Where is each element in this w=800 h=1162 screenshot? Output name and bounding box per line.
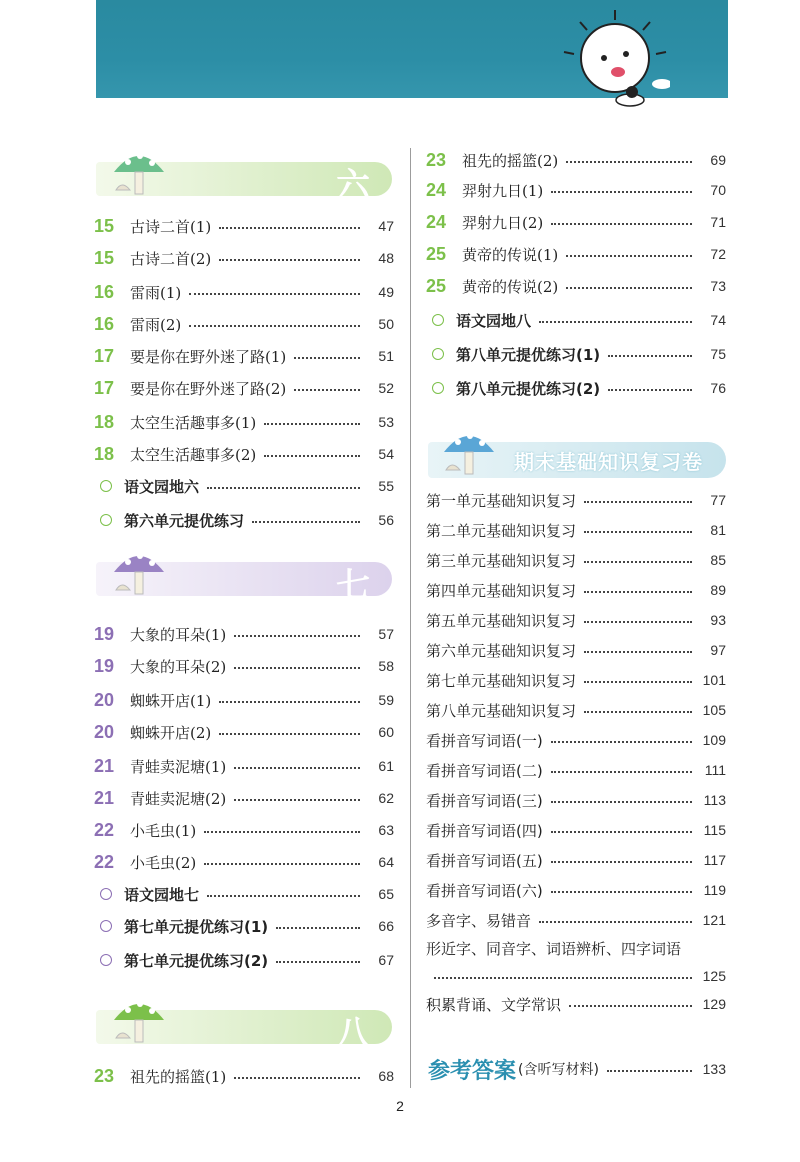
section-title: 语文园地七 [124, 885, 200, 904]
leader-dots [294, 357, 360, 359]
sun-character-illustration [560, 8, 670, 118]
leader-dots [219, 227, 360, 229]
leader-dots [584, 591, 692, 593]
leader-dots [539, 321, 692, 323]
lesson-number: 16 [94, 281, 115, 302]
toc-entry[interactable] [426, 340, 726, 368]
lesson-title: 祖先的摇篮(2) [462, 151, 559, 170]
page-ref: 113 [703, 792, 726, 808]
mushroom-icon [110, 546, 168, 598]
toc-entry[interactable] [426, 606, 726, 634]
leader-dots [584, 681, 692, 683]
page-ref: 55 [378, 478, 394, 494]
section-title: 语文园地六 [124, 477, 200, 496]
leader-dots [234, 767, 360, 769]
review-title: 看拼音写词语(二) [426, 761, 543, 780]
circle-bullet-icon [432, 382, 444, 394]
toc-entry[interactable] [94, 686, 394, 714]
lesson-title: 蜘蛛开店(1) [130, 691, 212, 710]
toc-entry[interactable] [94, 1062, 394, 1090]
page-ref: 52 [378, 380, 394, 396]
lesson-number: 17 [94, 377, 115, 398]
toc-entry[interactable] [426, 576, 726, 604]
leader-dots [551, 191, 692, 193]
lesson-number: 22 [94, 819, 115, 840]
lesson-title: 羿射九日(1) [462, 181, 544, 200]
leader-dots [584, 531, 692, 533]
review-title: 第七单元基础知识复习 [426, 671, 577, 690]
unit-eight-glyph: 八 [336, 1014, 370, 1054]
circle-bullet-icon [432, 348, 444, 360]
lesson-title: 蜘蛛开店(2) [130, 723, 212, 742]
page-ref: 109 [702, 732, 726, 748]
leader-dots [584, 501, 692, 503]
circle-bullet-icon [100, 954, 112, 966]
leader-dots [219, 259, 360, 261]
lesson-number: 18 [94, 411, 115, 432]
leader-dots [207, 895, 360, 897]
page-ref: 54 [378, 446, 394, 462]
review-title: 第六单元基础知识复习 [426, 641, 577, 660]
lesson-number: 15 [94, 215, 115, 236]
leader-dots [207, 487, 360, 489]
page-ref: 77 [710, 492, 726, 508]
toc-entry[interactable] [426, 816, 726, 844]
lesson-number: 24 [426, 211, 447, 232]
toc-entry[interactable] [426, 546, 726, 574]
page-ref: 73 [710, 278, 726, 294]
page-ref: 115 [703, 822, 726, 838]
lesson-title: 太空生活趣事多(2) [130, 445, 257, 464]
page-ref: 51 [378, 348, 394, 364]
toc-entry[interactable] [94, 472, 394, 500]
toc-entry[interactable] [94, 752, 394, 780]
review-title: 第三单元基础知识复习 [426, 551, 577, 570]
page-ref: 60 [378, 724, 394, 740]
toc-entry[interactable] [426, 934, 726, 962]
leader-dots [219, 701, 360, 703]
page-ref: 65 [378, 886, 394, 902]
review-title: 看拼音写词语(一) [426, 731, 543, 750]
section-title: 第六单元提优练习 [124, 511, 245, 530]
section-title: 第八单元提优练习(1) [456, 345, 601, 364]
toc-entry[interactable] [94, 408, 394, 436]
toc-entry[interactable] [426, 306, 726, 334]
leader-dots [608, 355, 692, 357]
page-ref: 93 [710, 612, 726, 628]
unit-seven-header [96, 548, 392, 606]
lesson-title: 要是你在野外迷了路(2) [130, 379, 287, 398]
toc-entry[interactable] [426, 786, 726, 814]
toc-entry[interactable] [94, 278, 394, 306]
leader-dots [189, 325, 360, 327]
page-ref: 85 [710, 552, 726, 568]
leader-dots [566, 287, 692, 289]
toc-entry[interactable] [94, 718, 394, 746]
leader-dots [569, 1005, 692, 1007]
lesson-title: 青蛙卖泥塘(1) [130, 757, 227, 776]
leader-dots [234, 1077, 360, 1079]
page-ref: 69 [710, 152, 726, 168]
lesson-number: 16 [94, 313, 115, 334]
lesson-number: 23 [426, 149, 447, 170]
toc-entry[interactable] [94, 212, 394, 240]
leader-dots [551, 801, 692, 803]
toc-entry[interactable] [94, 816, 394, 844]
leader-dots [584, 651, 692, 653]
page-ref: 49 [378, 284, 394, 300]
leader-dots [566, 255, 692, 257]
lesson-title: 黄帝的传说(2) [462, 277, 559, 296]
lesson-number: 18 [94, 443, 115, 464]
page-ref: 111 [704, 762, 726, 778]
lesson-title: 小毛虫(2) [130, 853, 197, 872]
leader-dots [219, 733, 360, 735]
lesson-title: 大象的耳朵(2) [130, 657, 227, 676]
toc-entry[interactable] [94, 946, 394, 974]
unit-seven-glyph: 七 [336, 566, 370, 606]
page-ref: 129 [702, 996, 726, 1012]
lesson-number: 19 [94, 623, 115, 644]
mushroom-icon [110, 994, 168, 1046]
lesson-number: 15 [94, 247, 115, 268]
page-ref: 105 [702, 702, 726, 718]
lesson-number: 21 [94, 755, 115, 776]
toc-entry[interactable] [94, 374, 394, 402]
page-ref: 56 [378, 512, 394, 528]
toc-entry[interactable] [94, 848, 394, 876]
review-title: 看拼音写词语(三) [426, 791, 543, 810]
page-ref: 101 [702, 672, 726, 688]
page-ref: 59 [378, 692, 394, 708]
leader-dots [234, 635, 360, 637]
answer-key-page: 133 [702, 1061, 726, 1077]
lesson-title: 雷雨(1) [130, 283, 182, 302]
circle-bullet-icon [100, 920, 112, 932]
toc-entry[interactable] [426, 846, 726, 874]
toc-entry[interactable] [426, 374, 726, 402]
page-ref: 58 [378, 658, 394, 674]
leader-dots [551, 861, 692, 863]
leader-dots [189, 293, 360, 295]
circle-bullet-icon [432, 314, 444, 326]
leader-dots [551, 741, 692, 743]
toc-entry[interactable] [94, 620, 394, 648]
section-title: 第八单元提优练习(2) [456, 379, 601, 398]
leader-dots [252, 521, 360, 523]
leader-dots [584, 621, 692, 623]
leader-dots [234, 799, 360, 801]
circle-bullet-icon [100, 480, 112, 492]
final-review-header [428, 430, 726, 482]
toc-entry[interactable] [426, 240, 726, 268]
leader-dots [551, 223, 692, 225]
leader-dots [608, 389, 692, 391]
toc-entry[interactable] [426, 756, 726, 784]
leader-dots [551, 831, 692, 833]
toc-entry[interactable] [94, 912, 394, 940]
toc-entry[interactable] [426, 666, 726, 694]
toc-entry[interactable] [426, 486, 726, 514]
leader-dots [551, 771, 692, 773]
leader-dots [607, 1070, 692, 1072]
answer-key-title: 参考答案 [428, 1058, 517, 1084]
leader-dots [551, 891, 692, 893]
toc-entry[interactable] [426, 906, 726, 934]
lesson-number: 22 [94, 851, 115, 872]
page-ref: 57 [378, 626, 394, 642]
leader-dots [434, 977, 692, 979]
lesson-title: 青蛙卖泥塘(2) [130, 789, 227, 808]
leader-dots [276, 961, 360, 963]
toc-entry[interactable] [426, 696, 726, 724]
unit-six-glyph: 六 [336, 166, 370, 206]
toc-entry[interactable] [426, 876, 726, 904]
leader-dots [204, 863, 360, 865]
leader-dots [539, 921, 692, 923]
page-ref: 121 [702, 912, 726, 928]
lesson-title: 小毛虫(1) [130, 821, 197, 840]
page-number: 2 [396, 1098, 404, 1114]
toc-entry[interactable] [94, 652, 394, 680]
lesson-number: 25 [426, 243, 447, 264]
lesson-title: 黄帝的传说(1) [462, 245, 559, 264]
circle-bullet-icon [100, 888, 112, 900]
lesson-number: 21 [94, 787, 115, 808]
review-title: 看拼音写词语(六) [426, 881, 543, 900]
leader-dots [294, 389, 360, 391]
page-ref: 63 [378, 822, 394, 838]
lesson-number: 17 [94, 345, 115, 366]
toc-entry[interactable] [426, 516, 726, 544]
page-ref: 75 [710, 346, 726, 362]
page-ref: 70 [710, 182, 726, 198]
section-title: 第七单元提优练习(1) [124, 917, 269, 936]
toc-entry[interactable] [426, 726, 726, 754]
review-title: 看拼音写词语(五) [426, 851, 543, 870]
mushroom-icon [110, 146, 168, 198]
toc-entry[interactable] [426, 208, 726, 236]
review-title: 第一单元基础知识复习 [426, 491, 577, 510]
toc-entry[interactable] [94, 506, 394, 534]
lesson-title: 雷雨(2) [130, 315, 182, 334]
leader-dots [264, 455, 360, 457]
page-ref: 72 [710, 246, 726, 262]
section-title: 语文园地八 [456, 311, 532, 330]
lesson-title: 古诗二首(1) [130, 217, 212, 236]
toc-entry[interactable] [94, 310, 394, 338]
page-ref: 68 [378, 1068, 394, 1084]
toc-entry[interactable] [426, 636, 726, 664]
page-ref: 47 [378, 218, 394, 234]
toc-entry[interactable] [94, 784, 394, 812]
page-ref: 89 [710, 582, 726, 598]
lesson-title: 羿射九日(2) [462, 213, 544, 232]
page-ref: 74 [710, 312, 726, 328]
lesson-number: 20 [94, 721, 115, 742]
answer-key-subtitle: (含听写材料) [518, 1062, 599, 1078]
toc-entry[interactable] [94, 244, 394, 272]
leader-dots [234, 667, 360, 669]
review-title: 多音字、易错音 [426, 911, 532, 930]
page-ref: 61 [378, 758, 394, 774]
lesson-title: 大象的耳朵(1) [130, 625, 227, 644]
lesson-number: 25 [426, 275, 447, 296]
toc-entry[interactable] [426, 176, 726, 204]
section-title: 第七单元提优练习(2) [124, 951, 269, 970]
unit-six-header [96, 148, 392, 206]
lesson-number: 23 [94, 1065, 115, 1086]
page-ref: 119 [703, 882, 726, 898]
final-review-title: 期末基础知识复习卷 [514, 450, 703, 474]
mushroom-icon [440, 426, 498, 478]
column-divider [410, 148, 411, 1088]
leader-dots [204, 831, 360, 833]
toc-entry[interactable] [94, 440, 394, 468]
review-title: 第五单元基础知识复习 [426, 611, 577, 630]
lesson-number: 19 [94, 655, 115, 676]
page-ref: 81 [710, 522, 726, 538]
lesson-title: 古诗二首(2) [130, 249, 212, 268]
page-ref: 71 [710, 214, 726, 230]
page-ref: 62 [378, 790, 394, 806]
review-title: 形近字、同音字、词语辨析、四字词语 [426, 939, 682, 958]
page-ref: 48 [378, 250, 394, 266]
page-ref: 125 [702, 968, 726, 984]
page-ref: 67 [378, 952, 394, 968]
leader-dots [276, 927, 360, 929]
review-title: 积累背诵、文学常识 [426, 995, 562, 1014]
leader-dots [584, 561, 692, 563]
page-ref: 50 [378, 316, 394, 332]
lesson-title: 祖先的摇篮(1) [130, 1067, 227, 1086]
page-ref: 97 [710, 642, 726, 658]
lesson-number: 24 [426, 179, 447, 200]
review-title: 看拼音写词语(四) [426, 821, 543, 840]
review-title: 第八单元基础知识复习 [426, 701, 577, 720]
toc-entry[interactable] [94, 342, 394, 370]
answer-key-entry[interactable] [428, 1054, 726, 1084]
toc-entry-continued[interactable] [426, 962, 726, 990]
lesson-title: 要是你在野外迷了路(1) [130, 347, 287, 366]
page-ref: 53 [378, 414, 394, 430]
toc-entry[interactable] [94, 880, 394, 908]
unit-eight-header [96, 996, 392, 1054]
toc-entry[interactable] [426, 146, 726, 174]
circle-bullet-icon [100, 514, 112, 526]
page-ref: 76 [710, 380, 726, 396]
leader-dots [584, 711, 692, 713]
lesson-number: 20 [94, 689, 115, 710]
leader-dots [566, 161, 692, 163]
page-ref: 64 [378, 854, 394, 870]
lesson-title: 太空生活趣事多(1) [130, 413, 257, 432]
toc-entry[interactable] [426, 990, 726, 1018]
page-ref: 66 [378, 918, 394, 934]
leader-dots [264, 423, 360, 425]
toc-entry[interactable] [426, 272, 726, 300]
review-title: 第二单元基础知识复习 [426, 521, 577, 540]
review-title: 第四单元基础知识复习 [426, 581, 577, 600]
page-ref: 117 [703, 852, 726, 868]
